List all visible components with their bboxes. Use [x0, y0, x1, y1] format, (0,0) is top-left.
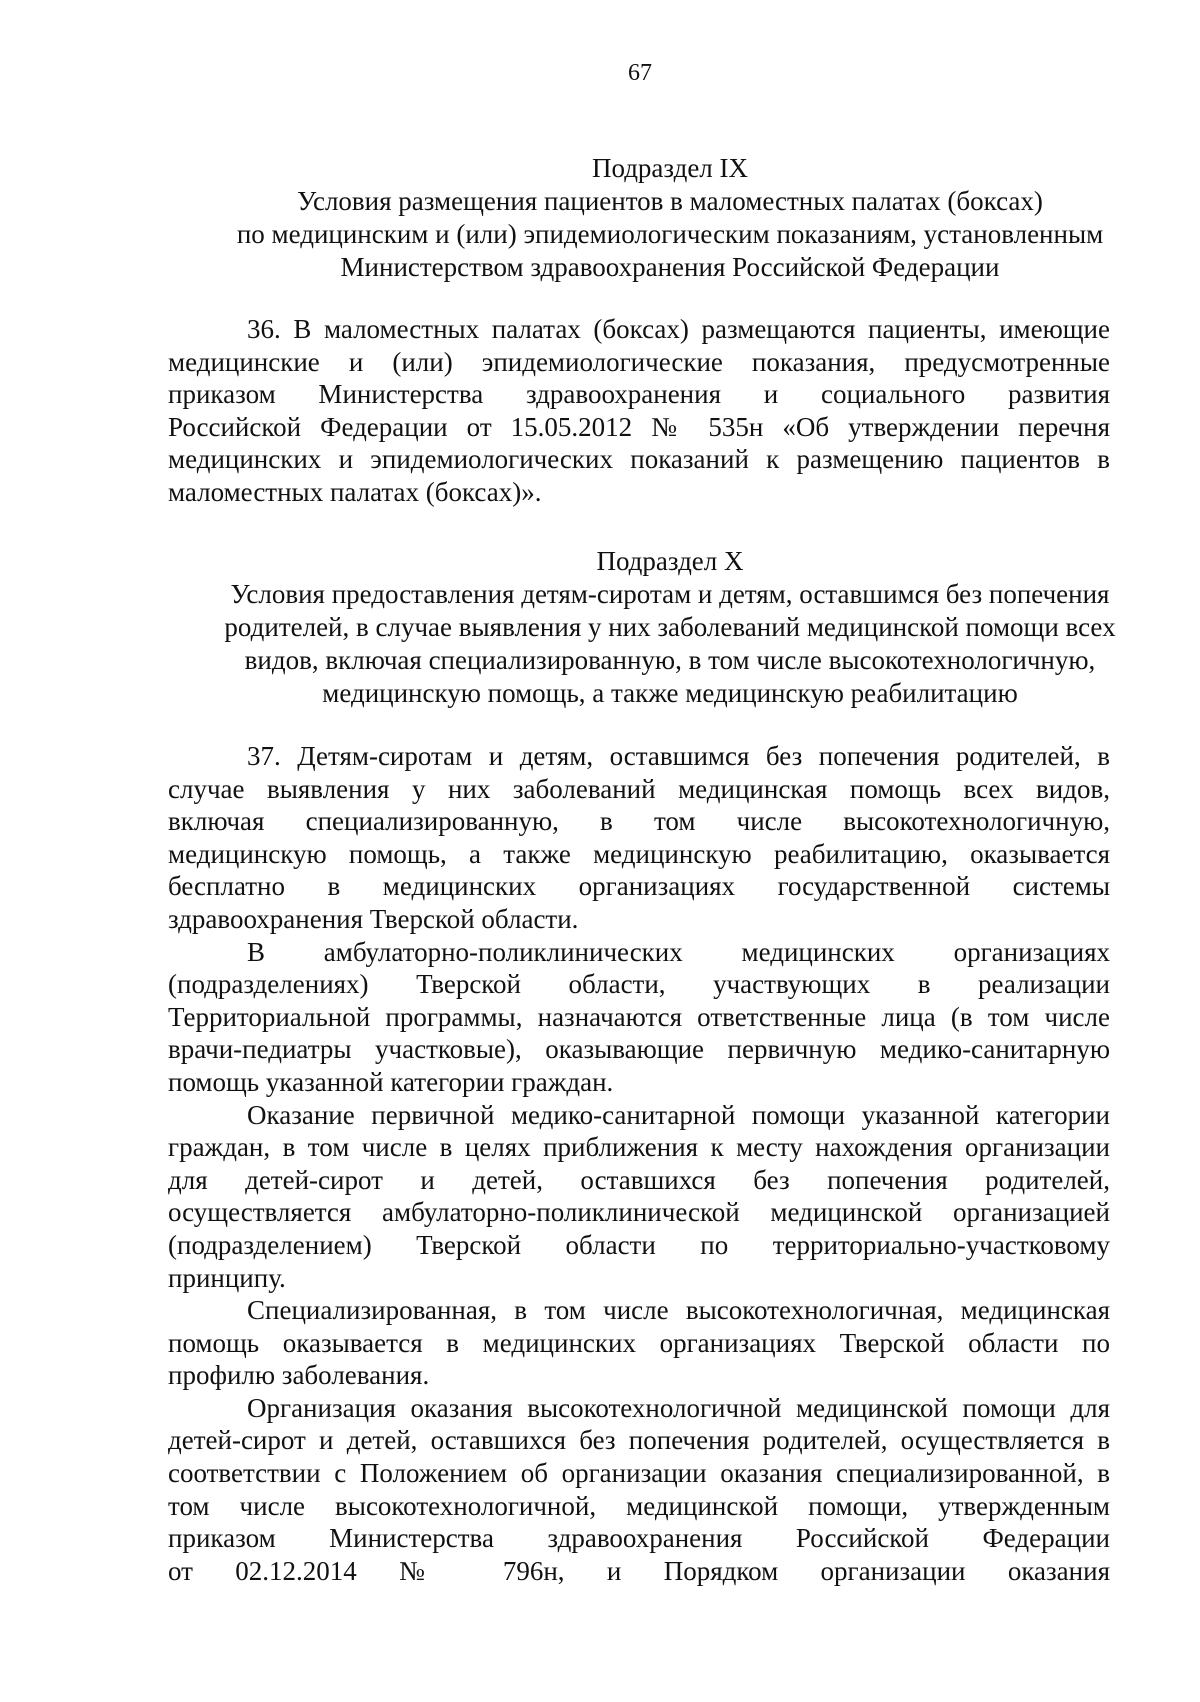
paragraph-line: приказом Министерства здравоохранения и социального развития: [168, 379, 1110, 410]
subsection-10-heading: [160, 545, 1180, 710]
paragraph-36: [168, 313, 1110, 509]
paragraph-line: профилю заболевания.: [168, 1360, 430, 1391]
subsection-10-title-line: медицинскую помощь, а также медицинскую реабилитацию: [322, 678, 1018, 708]
subsection-10-title-line: Условия предоставления детям-сиротам и детям, оставшимся без попечения: [230, 579, 1110, 609]
paragraph-line: 37. Детям-сиротам и детям, оставшимся без попечения родителей, в: [247, 741, 1110, 771]
subsection-9-heading: [160, 152, 1180, 284]
paragraph-line: (подразделением) Тверской области по территориально-участковому: [168, 1229, 1110, 1260]
paragraph-line: бесплатно в медицинских организациях государственной системы: [168, 871, 1110, 902]
paragraph-line: осуществляется амбулаторно-поликлинической медицинской организацией: [168, 1197, 1110, 1228]
paragraph-line: приказом Министерства здравоохранения Российской Федерации: [168, 1523, 1110, 1554]
paragraph-line: Российской Федерации от 15.05.2012 № 535н «Об утверждении перечня: [168, 411, 1110, 442]
paragraph-line: помощь оказывается в медицинских организациях Тверской области по: [168, 1327, 1110, 1358]
subsection-10-title-line: видов, включая специализированную, в том числе высокотехнологичную,: [244, 645, 1096, 675]
page-number: 67: [628, 60, 652, 86]
paragraph-line: медицинскую помощь, а также медицинскую реабилитацию, оказывается: [168, 838, 1110, 869]
paragraph-line: Оказание первичной медико-санитарной помощи указанной категории: [247, 1099, 1110, 1130]
paragraph-line: Специализированная, в том числе высокотехнологичная, медицинская: [247, 1295, 1110, 1326]
paragraph-line: принципу.: [168, 1262, 286, 1293]
paragraph-line: врачи-педиатры участковые), оказывающие первичную медико-санитарную: [168, 1034, 1110, 1065]
paragraph-line: (подразделениях) Тверской области, участвующих в реализации: [168, 969, 1110, 1000]
paragraph-line: от 02.12.2014 № 796н, и Порядком организации оказания: [168, 1555, 1110, 1586]
subsection-9-title-line: Министерством здравоохранения Российской Федерации: [340, 252, 1000, 282]
paragraph-line: детей-сирот и детей, оставшихся без попечения родителей, осуществляется в: [168, 1425, 1110, 1456]
paragraph-line: маломестных палатах (боксах)».: [168, 476, 542, 507]
paragraph-line: медицинские и (или) эпидемиологические показания, предусмотренные: [168, 346, 1110, 377]
paragraph-line: Территориальной программы, назначаются ответственные лица (в том числе: [168, 1001, 1110, 1032]
paragraph-line: включая специализированную, в том числе высокотехнологичную,: [168, 806, 1110, 837]
paragraph-line: том числе высокотехнологичной, медицинской помощи, утвержденным: [168, 1490, 1110, 1521]
paragraph-line: 36. В маломестных палатах (боксах) размещаются пациенты, имеющие: [247, 314, 1110, 344]
subsection-10-title-line: родителей, в случае выявления у них заболеваний медицинской помощи всех: [224, 612, 1116, 642]
paragraph-line: для детей-сирот и детей, оставшихся без попечения родителей,: [168, 1164, 1110, 1195]
subsection-9-title-line: Условия размещения пациентов в маломестных палатах (боксах): [297, 186, 1043, 216]
paragraph-line: случае выявления у них заболеваний медицинская помощь всех видов,: [168, 773, 1110, 804]
paragraph-line: медицинских и эпидемиологических показаний к размещению пациентов в: [168, 444, 1110, 475]
subsection-9-label: Подраздел IX: [591, 153, 749, 183]
paragraph-line: помощь указанной категории граждан.: [168, 1066, 614, 1097]
subsection-10-label: Подраздел X: [596, 546, 744, 576]
paragraph-line: В амбулаторно-поликлинических медицинских организациях: [247, 936, 1110, 967]
subsection-9-title-line: по медицинским и (или) эпидемиологическим показаниям, установленным: [236, 219, 1104, 249]
paragraph-line: соответствии с Положением об организации оказания специализированной, в: [168, 1458, 1110, 1489]
paragraph-37: [168, 740, 1110, 1587]
paragraph-line: граждан, в том числе в целях приближения к месту нахождения организации: [168, 1132, 1110, 1163]
paragraph-line: Организация оказания высокотехнологичной медицинской помощи для: [247, 1392, 1110, 1423]
paragraph-line: здравоохранения Тверской области.: [168, 903, 579, 934]
